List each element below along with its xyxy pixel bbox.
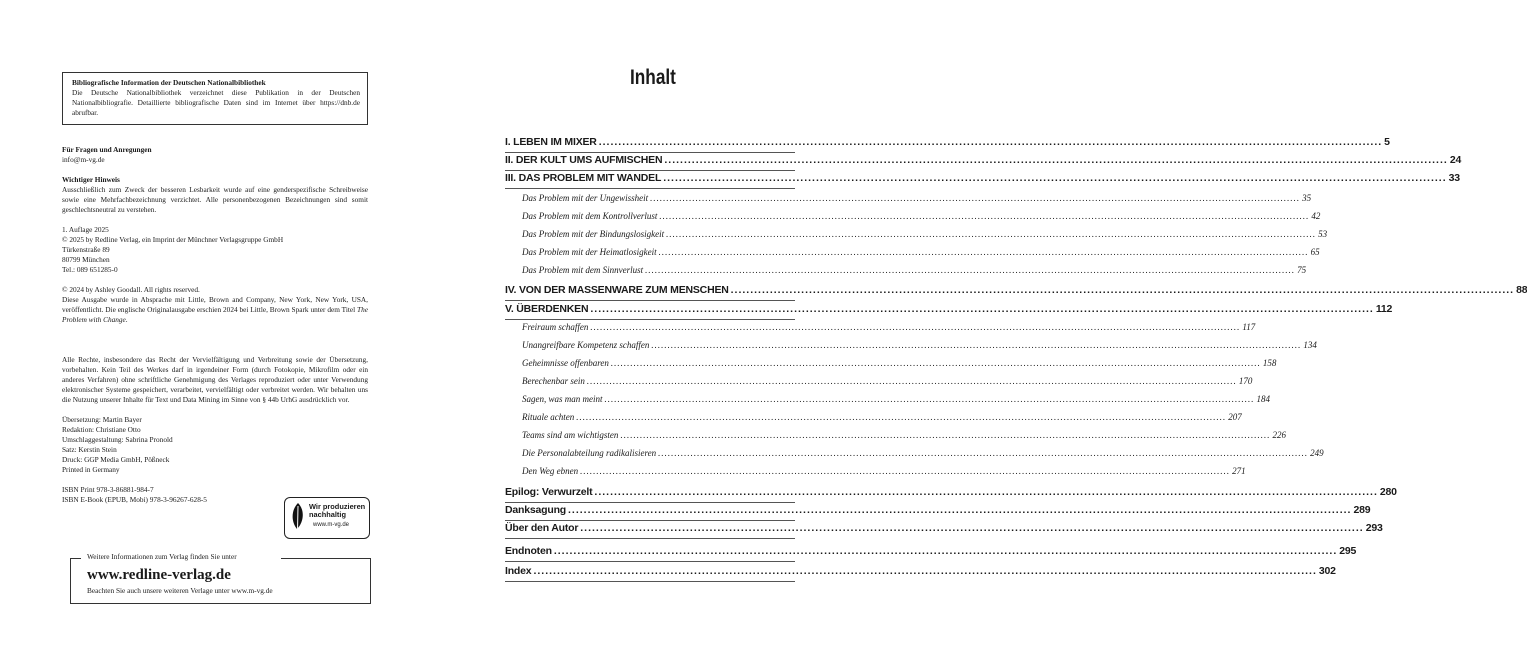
toc-dot-leader: ........................................................................................................................................................................................................ xyxy=(666,229,1317,239)
toc-entry-page: 35 xyxy=(1302,193,1312,203)
toc-entry-page: 295 xyxy=(1339,545,1357,557)
toc-dot-leader: ........................................................................................................................................................................................................ xyxy=(598,136,1383,148)
toc-section-entry[interactable] xyxy=(522,430,1286,444)
toc-entry-label: Geheimnisse offenbaren xyxy=(522,358,609,368)
toc-entry-label: Endnoten xyxy=(505,545,552,557)
publisher-info-box xyxy=(70,552,371,604)
toc-dot-leader: ........................................................................................................................................................................................................ xyxy=(650,193,1301,203)
toc-section-entry[interactable] xyxy=(522,394,1270,408)
leaf-icon xyxy=(290,502,306,532)
copyright-text xyxy=(62,295,368,325)
toc-entry-page: 33 xyxy=(1448,172,1460,184)
credit-translation: Übersetzung: Martin Bayer xyxy=(62,415,142,424)
toc-section-entry[interactable] xyxy=(522,466,1246,480)
toc-entry-label: Das Problem mit der Heimatlosigkeit xyxy=(522,247,657,257)
toc-entry-label: IV. VON DER MASSENWARE ZUM MENSCHEN xyxy=(505,284,729,296)
toc-entry-page: 293 xyxy=(1365,522,1383,534)
toc-entry-page: 75 xyxy=(1297,265,1307,275)
publisher-line: © 2025 by Redline Verlag, ein Imprint der Münchner Verlagsgruppe GmbH xyxy=(62,235,284,244)
toc-divider xyxy=(505,300,795,301)
toc-entry-label: Teams sind am wichtigsten xyxy=(522,430,619,440)
isbn-print: ISBN Print 978-3-86881-984-7 xyxy=(62,485,154,494)
toc-entry-page: 53 xyxy=(1318,229,1328,239)
toc-dot-leader: ........................................................................................................................................................................................................ xyxy=(590,322,1241,332)
toc-entry-page: 289 xyxy=(1353,504,1371,516)
toc-dot-leader: ........................................................................................................................................................................................................ xyxy=(533,565,1317,577)
toc-entry-page: 170 xyxy=(1238,376,1253,386)
toc-entry-page: 184 xyxy=(1256,394,1270,404)
toc-section-entry[interactable] xyxy=(522,322,1256,336)
original-title: The Problem with Change xyxy=(62,305,368,324)
isbn-ebook: ISBN E-Book (EPUB, Mobi) 978-3-96267-628-5 xyxy=(62,495,207,504)
toc-dot-leader: ........................................................................................................................................................................................................ xyxy=(664,154,1448,166)
city-line: 80799 München xyxy=(62,255,110,264)
toc-entry-label: Index xyxy=(505,565,532,577)
copyright-text-main: Diese Ausgabe wurde in Absprache mit Little, Brown and Company, New York, New York, USA, veröffentlicht. Die englische Originalausgabe erschien 2024 bei Little, Brown Spark unter dem Titel xyxy=(62,295,368,314)
credit-printing: Druck: GGP Media GmbH, Pößneck xyxy=(62,455,170,464)
bibliographic-info-text: Die Deutsche Nationalbibliothek verzeichnet diese Publikation in der Deutschen Nationalbibliografie. Detaillierte bibliografische Daten sind im Internet über https://dnb.de abrufbar. xyxy=(72,88,360,117)
contact-title: Für Fragen und Anregungen xyxy=(62,145,152,154)
copyright-text-end: . xyxy=(125,315,128,324)
toc-divider xyxy=(505,538,795,539)
toc-entry-page: 207 xyxy=(1228,412,1242,422)
toc-divider xyxy=(505,188,795,189)
toc-divider xyxy=(505,520,795,521)
toc-entry-page: 112 xyxy=(1375,303,1393,315)
credit-editing: Redaktion: Christiane Otto xyxy=(62,425,141,434)
toc-dot-leader: ........................................................................................................................................................................................................ xyxy=(645,265,1296,275)
toc-entry-label: Berechenbar sein xyxy=(522,376,585,386)
toc-entry-page: 302 xyxy=(1318,565,1336,577)
toc-dot-leader: ........................................................................................................................................................................................................ xyxy=(580,466,1231,476)
toc-entry-page: 42 xyxy=(1311,211,1321,221)
toc-section-entry[interactable] xyxy=(522,265,1307,279)
toc-entry-label: V. ÜBERDENKEN xyxy=(505,303,589,315)
toc-entry-label: II. DER KULT UMS AUFMISCHEN xyxy=(505,154,663,166)
toc-dot-leader: ........................................................................................................................................................................................................ xyxy=(658,448,1309,458)
bibliographic-info-title: Bibliografische Information der Deutschen Nationalbibliothek xyxy=(72,78,266,87)
toc-dot-leader: ........................................................................................................................................................................................................ xyxy=(576,412,1227,422)
toc-dot-leader: ........................................................................................................................................................................................................ xyxy=(580,522,1364,534)
bibliographic-info-box xyxy=(62,72,368,125)
toc-dot-leader: ........................................................................................................................................................................................................ xyxy=(620,430,1271,440)
toc-divider xyxy=(505,581,795,582)
toc-section-entry[interactable] xyxy=(522,448,1324,462)
toc-entry-page: 158 xyxy=(1262,358,1277,368)
toc-entry-label: Sagen, was man meint xyxy=(522,394,603,404)
toc-entry-page: 271 xyxy=(1232,466,1246,476)
box-top-rule-right xyxy=(281,558,370,559)
badge-url: www.m-vg.de xyxy=(313,522,350,528)
toc-entry-label: Freiraum schaffen xyxy=(522,322,589,332)
contact-email: info@m-vg.de xyxy=(62,155,105,164)
toc-divider xyxy=(505,170,795,171)
credit-printed-in: Printed in Germany xyxy=(62,465,120,474)
toc-dot-leader: ........................................................................................................................................................................................................ xyxy=(658,247,1309,257)
toc-dot-leader: ........................................................................................................................................................................................................ xyxy=(651,340,1302,350)
toc-entry-label: Das Problem mit dem Kontrollverlust xyxy=(522,211,658,221)
toc-dot-leader: ........................................................................................................................................................................................................ xyxy=(553,545,1338,557)
toc-entry-page: 134 xyxy=(1303,340,1317,350)
toc-entry-label: Das Problem mit der Ungewissheit xyxy=(522,193,649,203)
toc-section-entry[interactable] xyxy=(522,376,1253,390)
toc-divider xyxy=(505,152,795,153)
toc-entry-label: Danksagung xyxy=(505,504,567,516)
info-box-footer: Beachten Sie auch unsere weiteren Verlage unter www.m-vg.de xyxy=(87,586,273,595)
toc-dot-leader: ........................................................................................................................................................................................................ xyxy=(663,172,1447,184)
toc-dot-leader: ........................................................................................................................................................................................................ xyxy=(590,303,1374,315)
imprint-page xyxy=(62,72,368,505)
toc-section-entry[interactable] xyxy=(522,412,1242,426)
sustainability-badge xyxy=(284,497,370,539)
notice-text: Ausschließlich zum Zweck der besseren Lesbarkeit wurde auf eine genderspezifische Schreibweise sowie eine Mehrfachbezeichnung verzichtet. Alle personenbezogenen Bezeichnungen sind somit geschlechtsneutral zu verstehen. xyxy=(62,185,368,214)
toc-entry-label: Über den Autor xyxy=(505,522,579,534)
toc-section-entry[interactable] xyxy=(522,229,1328,243)
toc-dot-leader: ........................................................................................................................................................................................................ xyxy=(568,504,1352,516)
toc-entry-page: 65 xyxy=(1310,247,1320,257)
toc-divider xyxy=(505,502,795,503)
toc-title: Inhalt xyxy=(630,66,676,89)
toc-entry-page: 226 xyxy=(1272,430,1286,440)
toc-entry-label: Das Problem mit der Bindungslosigkeit xyxy=(522,229,665,239)
toc-entry-page: 249 xyxy=(1310,448,1324,458)
toc-entry-label: Die Personalabteilung radikalisieren xyxy=(522,448,657,458)
toc-entry-page: 88 xyxy=(1516,284,1527,296)
toc-entry-page: 117 xyxy=(1242,322,1256,332)
toc-section-entry[interactable] xyxy=(522,247,1320,261)
toc-dot-leader: ........................................................................................................................................................................................................ xyxy=(604,394,1255,404)
toc-section-entry[interactable] xyxy=(522,193,1312,207)
publisher-url[interactable]: www.redline-verlag.de xyxy=(87,567,231,583)
toc-section-entry[interactable] xyxy=(522,340,1317,354)
toc-divider xyxy=(505,319,795,320)
toc-dot-leader: ........................................................................................................................................................................................................ xyxy=(594,486,1378,498)
toc-dot-leader: ........................................................................................................................................................................................................ xyxy=(586,376,1237,386)
credit-typesetting: Satz: Kerstin Stein xyxy=(62,445,117,454)
edition-line: 1. Auflage 2025 xyxy=(62,225,109,234)
toc-entry-page: 280 xyxy=(1379,486,1397,498)
toc-dot-leader: ........................................................................................................................................................................................................ xyxy=(730,284,1515,296)
toc-entry-label: Unangreifbare Kompetenz schaffen xyxy=(522,340,650,350)
toc-entry-label: Den Weg ebnen xyxy=(522,466,579,476)
info-box-header: Weitere Informationen zum Verlag finden Sie unter xyxy=(87,552,237,561)
notice-title: Wichtiger Hinweis xyxy=(62,175,120,184)
toc-section-entry[interactable] xyxy=(522,211,1321,225)
toc-dot-leader: ........................................................................................................................................................................................................ xyxy=(659,211,1310,221)
toc-entry-label: I. LEBEN IM MIXER xyxy=(505,136,597,148)
badge-line-1: Wir produzieren xyxy=(309,502,366,511)
badge-line-2: nachhaltig xyxy=(309,510,346,519)
toc-divider xyxy=(505,561,795,562)
rights-text: Alle Rechte, insbesondere das Recht der Vervielfältigung und Verbreitung sowie der Übersetzung, vorbehalten. Kein Teil des Werkes darf in irgendeiner Form (durch Fotokopie, Mikrofilm oder ein anderes Verfahren) ohne schriftliche Genehmigung des Verlages reproduziert oder unter Verwendung elektronischer Systeme gespeichert, verarbeitet, vervielfältigt oder verbreitet werden. Wir behalten uns die Nutzung unserer Inhalte für Text und Data Mining im Sinne von § 44b UrhG ausdrücklich vor. xyxy=(62,355,368,404)
toc-entry-label: Das Problem mit dem Sinnverlust xyxy=(522,265,644,275)
street-line: Türkenstraße 89 xyxy=(62,245,110,254)
toc-entry-page: 24 xyxy=(1449,154,1462,166)
toc-entry-page: 5 xyxy=(1384,136,1390,148)
toc-entry-label: Rituale achten xyxy=(522,412,575,422)
phone-line: Tel.: 089 651285-0 xyxy=(62,265,118,274)
toc-dot-leader: ........................................................................................................................................................................................................ xyxy=(610,358,1261,368)
credit-cover: Umschlaggestaltung: Sabrina Pronold xyxy=(62,435,173,444)
toc-entry-label: III. DAS PROBLEM MIT WANDEL xyxy=(505,172,662,184)
toc-section-entry[interactable] xyxy=(522,358,1277,372)
toc-entry-label: Epilog: Verwurzelt xyxy=(505,486,593,498)
box-top-rule-left xyxy=(71,558,81,559)
copyright-line: © 2024 by Ashley Goodall. All rights reserved. xyxy=(62,285,200,294)
